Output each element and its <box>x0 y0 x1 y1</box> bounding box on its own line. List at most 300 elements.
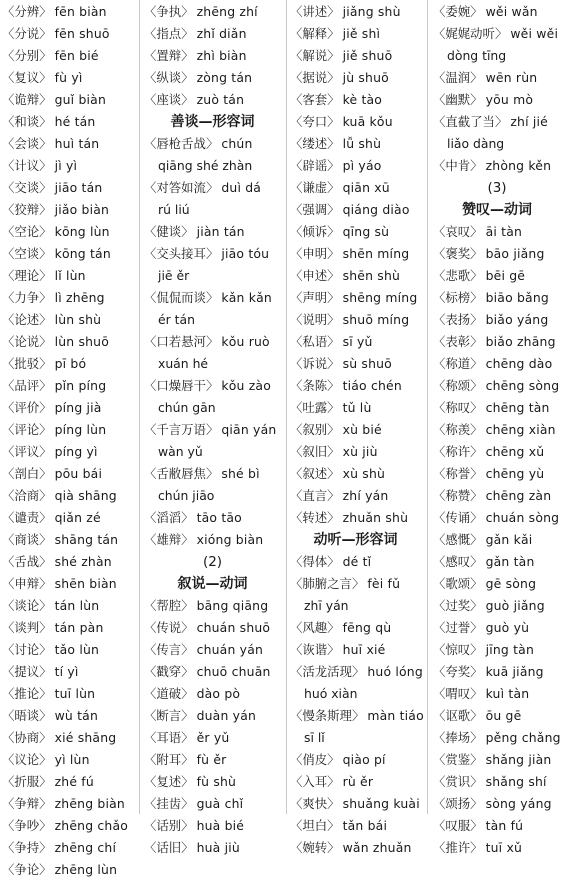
entry-word: 〈俏皮〉 <box>290 752 340 767</box>
dictionary-entry <box>433 683 561 705</box>
entry-word: 〈争论〉 <box>2 862 52 877</box>
dictionary-entry <box>433 837 561 859</box>
dictionary-entry <box>144 617 281 639</box>
dictionary-entry <box>433 749 561 771</box>
entry-word: 〈折服〉 <box>2 774 52 789</box>
dictionary-entry <box>2 67 136 89</box>
entry-word: 〈得体〉 <box>290 554 340 569</box>
entry-pinyin: píng jià <box>54 400 102 415</box>
entry-word: 〈说明〉 <box>290 312 340 327</box>
entry-word: 〈强调〉 <box>290 202 340 217</box>
entry-pinyin: shāng tán <box>54 532 119 547</box>
entry-pinyin: kōng tán <box>54 246 111 261</box>
entry-word: 〈指点〉 <box>144 26 194 41</box>
dictionary-entry <box>290 23 421 45</box>
dictionary-entry <box>144 727 281 749</box>
entry-pinyin: jīng tàn <box>485 642 535 657</box>
entry-word: 〈称羡〉 <box>433 422 483 437</box>
entry-pinyin: jiāo tán <box>54 180 103 195</box>
entry-pinyin: zhēng zhí <box>196 4 258 19</box>
section-heading: 善谈—形容词 <box>170 114 255 130</box>
entry-pinyin: wǎn zhuǎn <box>342 840 412 855</box>
entry-pinyin: tǔ lù <box>342 400 372 415</box>
entry-word: 〈争持〉 <box>2 840 52 855</box>
entry-pinyin: shé bì <box>221 466 260 481</box>
entry-word: 〈诉说〉 <box>290 356 340 371</box>
entry-word: 〈称道〉 <box>433 356 483 371</box>
entry-pinyin: pěng chǎng <box>485 730 561 745</box>
entry-pinyin: zòng tán <box>196 70 253 85</box>
entry-pinyin: jù shuō <box>342 70 389 85</box>
dictionary-entry <box>144 793 281 815</box>
entry-pinyin: zhí jié <box>510 114 548 129</box>
dictionary-entry <box>2 815 136 837</box>
entry-pinyin: fù ěr <box>196 752 227 767</box>
entry-pinyin: rù ěr <box>342 774 374 789</box>
entry-pinyin: kōng lùn <box>54 224 110 239</box>
entry-pinyin: xù jiù <box>342 444 378 459</box>
dictionary-entry <box>2 23 136 45</box>
entry-word: 〈挂齿〉 <box>144 796 194 811</box>
entry-word: 〈叙述〉 <box>290 466 340 481</box>
entry-word: 〈提议〉 <box>2 664 52 679</box>
entry-pinyin-continuation: dòng tīng <box>447 48 507 63</box>
entry-pinyin: chēng xiàn <box>485 422 556 437</box>
entry-pinyin: fēng qù <box>342 620 392 635</box>
entry-word: 〈赏鉴〉 <box>433 752 483 767</box>
entry-pinyin: qiào pí <box>342 752 386 767</box>
entry-pinyin: yì lùn <box>54 752 90 767</box>
entry-word: 〈据说〉 <box>290 70 340 85</box>
dictionary-entry <box>290 177 421 199</box>
dictionary-entry <box>144 177 281 199</box>
dictionary-entry <box>433 23 561 45</box>
entry-word: 〈坦白〉 <box>290 818 340 833</box>
entry-word: 〈诙谐〉 <box>290 642 340 657</box>
dictionary-entry <box>433 573 561 595</box>
entry-word: 〈耳语〉 <box>144 730 194 745</box>
entry-pinyin: qiáng diào <box>342 202 410 217</box>
entry-pinyin: biāo bǎng <box>485 290 549 305</box>
entry-word: 〈申述〉 <box>290 268 340 283</box>
column-divider <box>427 0 428 814</box>
entry-word: 〈谦虚〉 <box>290 180 340 195</box>
dictionary-entry <box>144 419 281 441</box>
entry-word: 〈复述〉 <box>144 774 194 789</box>
entry-word: 〈叹服〉 <box>433 818 483 833</box>
entry-pinyin: fù yì <box>54 70 83 85</box>
entry-pinyin: jiāo tóu <box>221 246 270 261</box>
dictionary-entry <box>2 133 136 155</box>
entry-word: 〈喟叹〉 <box>433 686 483 701</box>
entry-word: 〈分别〉 <box>2 48 52 63</box>
entry-pinyin: shé zhàn <box>54 554 112 569</box>
section-heading: 叙说—动词 <box>177 576 248 592</box>
entry-word: 〈转述〉 <box>290 510 340 525</box>
entry-word: 〈复议〉 <box>2 70 52 85</box>
entry-pinyin: qiǎn zé <box>54 510 101 525</box>
dictionary-entry <box>433 595 561 617</box>
entry-pinyin-continuation: xuán hé <box>158 356 209 371</box>
entry-pinyin: kuā kǒu <box>342 114 393 129</box>
dictionary-entry <box>2 485 136 507</box>
dictionary-entry <box>2 793 136 815</box>
entry-word: 〈滔滔〉 <box>144 510 194 525</box>
dictionary-entry <box>2 331 136 353</box>
entry-word: 〈批驳〉 <box>2 356 52 371</box>
dictionary-entry <box>433 661 561 683</box>
dictionary-entry <box>433 287 561 309</box>
dictionary-entry <box>2 529 136 551</box>
entry-word: 〈纵谈〉 <box>144 70 194 85</box>
entry-word: 〈商谈〉 <box>2 532 52 547</box>
dictionary-entry <box>433 441 561 463</box>
entry-word: 〈争辩〉 <box>2 796 52 811</box>
entry-pinyin: kuā jiǎng <box>485 664 544 679</box>
entry-pinyin: chuán sòng <box>485 510 560 525</box>
entry-word: 〈帮腔〉 <box>144 598 194 613</box>
entry-pinyin: bēi gē <box>485 268 526 283</box>
entry-pinyin: gǎn kǎi <box>485 532 533 547</box>
entry-word: 〈直言〉 <box>290 488 340 503</box>
entry-pinyin: wù tán <box>54 708 98 723</box>
dictionary-entry <box>290 485 421 507</box>
dictionary-entry <box>2 727 136 749</box>
entry-word: 〈论述〉 <box>2 312 52 327</box>
dictionary-entry <box>2 89 136 111</box>
entry-pinyin: huī xié <box>342 642 386 657</box>
entry-pinyin: píng lùn <box>54 422 107 437</box>
entry-word: 〈入耳〉 <box>290 774 340 789</box>
entry-word: 〈颂扬〉 <box>433 796 483 811</box>
entry-pinyin: guà chǐ <box>196 796 244 811</box>
entry-pinyin: jiě shuō <box>342 48 393 63</box>
entry-pinyin: dé tǐ <box>342 554 372 569</box>
entry-pinyin: jiàn tán <box>196 224 245 239</box>
entry-pinyin: dào pò <box>196 686 241 701</box>
entry-pinyin: duàn yán <box>196 708 257 723</box>
dictionary-entry <box>290 309 421 331</box>
dictionary-entry <box>2 397 136 419</box>
entry-pinyin: sòng yáng <box>485 796 552 811</box>
entry-word: 〈谈判〉 <box>2 620 52 635</box>
entry-pinyin-continuation: qiāng shé zhàn <box>158 158 253 173</box>
dictionary-entry <box>433 331 561 353</box>
dictionary-entry <box>433 397 561 419</box>
entry-word: 〈口燥唇干〉 <box>144 378 219 393</box>
dictionary-entry <box>290 111 421 133</box>
entry-pinyin: shuō míng <box>342 312 410 327</box>
dictionary-entry <box>290 617 421 639</box>
entry-word: 〈称许〉 <box>433 444 483 459</box>
dictionary-entry <box>290 155 421 177</box>
dictionary-entry <box>290 639 421 661</box>
entry-pinyin: guǐ biàn <box>54 92 107 107</box>
entry-pinyin: gǎn tàn <box>485 554 535 569</box>
entry-word: 〈标榜〉 <box>433 290 483 305</box>
entry-word: 〈空谈〉 <box>2 246 52 261</box>
entry-word: 〈解释〉 <box>290 26 340 41</box>
entry-pinyin: guò jiǎng <box>485 598 545 613</box>
entry-pinyin: biǎo yáng <box>485 312 549 327</box>
dictionary-entry <box>144 661 281 683</box>
dictionary-entry <box>144 45 281 67</box>
dictionary-entry <box>290 837 421 859</box>
dictionary-entry <box>433 793 561 815</box>
dictionary-entry <box>433 155 561 177</box>
entry-word: 〈话旧〉 <box>144 840 194 855</box>
entry-word: 〈谈论〉 <box>2 598 52 613</box>
entry-word: 〈申明〉 <box>290 246 340 261</box>
dictionary-entry <box>433 353 561 375</box>
dictionary-entry <box>2 111 136 133</box>
dictionary-entry <box>144 331 281 353</box>
entry-pinyin: lùn shù <box>54 312 102 327</box>
dictionary-entry <box>433 67 561 89</box>
dictionary-entry <box>290 133 421 155</box>
entry-word: 〈惊叹〉 <box>433 642 483 657</box>
entry-pinyin: pǐn píng <box>54 378 107 393</box>
entry-word: 〈健谈〉 <box>144 224 194 239</box>
entry-word: 〈委婉〉 <box>433 4 483 19</box>
entry-pinyin: bāng qiāng <box>196 598 269 613</box>
entry-pinyin: shuǎng kuài <box>342 796 420 811</box>
entry-word: 〈悲歌〉 <box>433 268 483 283</box>
dictionary-entry <box>290 507 421 529</box>
entry-pinyin: bāo jiǎng <box>485 246 545 261</box>
entry-pinyin: ōu gē <box>485 708 522 723</box>
entry-pinyin: zuò tán <box>196 92 245 107</box>
entry-pinyin: zhēng chǎo <box>54 818 129 833</box>
dictionary-entry <box>433 111 561 133</box>
entry-word: 〈狡辩〉 <box>2 202 52 217</box>
entry-pinyin: kuì tàn <box>485 686 530 701</box>
entry-pinyin-continuation: liǎo dàng <box>447 136 505 151</box>
entry-word: 〈直截了当〉 <box>433 114 508 129</box>
entry-word: 〈附耳〉 <box>144 752 194 767</box>
entry-word: 〈推许〉 <box>433 840 483 855</box>
entry-pinyin: tán pàn <box>54 620 104 635</box>
entry-pinyin: chēng dào <box>485 356 553 371</box>
dictionary-entry <box>433 265 561 287</box>
entry-word: 〈争执〉 <box>144 4 194 19</box>
dictionary-entry <box>433 551 561 573</box>
dictionary-entry <box>144 375 281 397</box>
entry-word: 〈诡辩〉 <box>2 92 52 107</box>
dictionary-entry <box>144 1 281 23</box>
entry-pinyin: tuī xǔ <box>485 840 523 855</box>
column-1 <box>2 0 136 877</box>
entry-pinyin: sù shuō <box>342 356 392 371</box>
entry-word: 〈称叹〉 <box>433 400 483 415</box>
entry-pinyin: shēng míng <box>342 290 418 305</box>
entry-pinyin: tàn fú <box>485 818 524 833</box>
entry-pinyin: chuō chuān <box>196 664 271 679</box>
entry-word: 〈声明〉 <box>290 290 340 305</box>
entry-word: 〈理论〉 <box>2 268 52 283</box>
dictionary-entry <box>144 89 281 111</box>
entry-word: 〈会谈〉 <box>2 136 52 151</box>
entry-word: 〈传诵〉 <box>433 510 483 525</box>
entry-pinyin: lǐ lùn <box>54 268 86 283</box>
entry-pinyin: píng yì <box>54 444 98 459</box>
entry-word: 〈幽默〉 <box>433 92 483 107</box>
entry-pinyin: zhǐ diǎn <box>196 26 247 41</box>
entry-word: 〈侃侃而谈〉 <box>144 290 219 305</box>
dictionary-entry <box>144 639 281 661</box>
entry-word: 〈过誉〉 <box>433 620 483 635</box>
entry-word: 〈条陈〉 <box>290 378 340 393</box>
dictionary-entry <box>290 243 421 265</box>
entry-pinyin: qiān xū <box>342 180 390 195</box>
entry-pinyin-continuation: ér tán <box>158 312 195 327</box>
dictionary-entry <box>144 705 281 727</box>
entry-word: 〈评论〉 <box>2 422 52 437</box>
entry-pinyin: pì yáo <box>342 158 382 173</box>
entry-pinyin: biǎo zhāng <box>485 334 556 349</box>
dictionary-entry <box>2 749 136 771</box>
dictionary-entry <box>290 419 421 441</box>
entry-word: 〈戳穿〉 <box>144 664 194 679</box>
dictionary-entry <box>290 353 421 375</box>
dictionary-entry <box>290 661 421 683</box>
entry-word: 〈晤谈〉 <box>2 708 52 723</box>
entry-word: 〈分说〉 <box>2 26 52 41</box>
entry-pinyin-continuation: sī lǐ <box>304 730 325 745</box>
entry-pinyin: tí yì <box>54 664 79 679</box>
dictionary-entry <box>2 265 136 287</box>
dictionary-entry <box>433 639 561 661</box>
dictionary-entry <box>2 287 136 309</box>
dictionary-entry <box>433 463 561 485</box>
dictionary-entry <box>290 441 421 463</box>
entry-pinyin: pōu bái <box>54 466 103 481</box>
entry-word: 〈叙别〉 <box>290 422 340 437</box>
dictionary-entry <box>290 1 421 23</box>
dictionary-entry <box>144 23 281 45</box>
entry-word: 〈交头接耳〉 <box>144 246 219 261</box>
entry-pinyin: lì zhēng <box>54 290 105 305</box>
dictionary-entry <box>433 375 561 397</box>
entry-word: 〈娓娓动听〉 <box>433 26 508 41</box>
entry-word: 〈活龙活现〉 <box>290 664 365 679</box>
dictionary-entry <box>144 837 281 859</box>
entry-word: 〈称誉〉 <box>433 466 483 481</box>
entry-pinyin: shēn míng <box>342 246 410 261</box>
entry-word: 〈讨论〉 <box>2 642 52 657</box>
dictionary-entry <box>2 551 136 573</box>
entry-pinyin: tiáo chén <box>342 378 402 393</box>
dictionary-entry <box>2 683 136 705</box>
dictionary-entry <box>290 573 421 595</box>
entry-pinyin: jiě shì <box>342 26 381 41</box>
column-divider <box>286 0 287 814</box>
dictionary-entry <box>433 771 561 793</box>
entry-word: 〈谴责〉 <box>2 510 52 525</box>
entry-pinyin-continuation: chún gān <box>158 400 216 415</box>
entry-pinyin: qīng sù <box>342 224 390 239</box>
entry-word: 〈剖白〉 <box>2 466 52 481</box>
dictionary-entry <box>433 727 561 749</box>
dictionary-entry <box>2 463 136 485</box>
dictionary-entry <box>144 133 281 155</box>
dictionary-entry <box>290 793 421 815</box>
entry-pinyin-continuation: wàn yǔ <box>158 444 203 459</box>
entry-word: 〈表彰〉 <box>433 334 483 349</box>
dictionary-entry <box>144 771 281 793</box>
dictionary-entry <box>2 617 136 639</box>
dictionary-entry <box>144 67 281 89</box>
entry-pinyin: āi tàn <box>485 224 523 239</box>
dictionary-entry <box>144 221 281 243</box>
dictionary-entry <box>290 749 421 771</box>
entry-pinyin: huà bié <box>196 818 245 833</box>
entry-pinyin-continuation: huó xiàn <box>304 686 358 701</box>
entry-word: 〈断言〉 <box>144 708 194 723</box>
entry-word: 〈歌颂〉 <box>433 576 483 591</box>
dictionary-entry <box>144 529 281 551</box>
entry-pinyin: tāo tāo <box>196 510 242 525</box>
entry-pinyin: zhēng biàn <box>54 796 125 811</box>
entry-pinyin: tán lùn <box>54 598 100 613</box>
entry-word: 〈雄辩〉 <box>144 532 194 547</box>
entry-word: 〈解说〉 <box>290 48 340 63</box>
entry-pinyin: fēn biàn <box>54 4 107 19</box>
entry-pinyin: zhēng chí <box>54 840 117 855</box>
entry-pinyin: chún <box>221 136 253 151</box>
dictionary-entry <box>2 859 136 881</box>
entry-pinyin: tǎo lùn <box>54 642 100 657</box>
entry-pinyin: xióng biàn <box>196 532 264 547</box>
entry-pinyin: qià shāng <box>54 488 117 503</box>
entry-word: 〈哀叹〉 <box>433 224 483 239</box>
entry-word: 〈论说〉 <box>2 334 52 349</box>
entry-pinyin: chuán shuō <box>196 620 271 635</box>
dictionary-entry <box>2 199 136 221</box>
dictionary-entry <box>433 221 561 243</box>
dictionary-entry <box>290 397 421 419</box>
entry-word: 〈舌敝唇焦〉 <box>144 466 219 481</box>
dictionary-entry <box>290 705 424 727</box>
entry-word: 〈对答如流〉 <box>144 180 219 195</box>
dictionary-entry <box>2 353 136 375</box>
dictionary-entry <box>290 89 421 111</box>
entry-word: 〈慢条斯理〉 <box>290 708 365 723</box>
entry-pinyin-continuation: zhī yán <box>304 598 349 613</box>
entry-pinyin: hé tán <box>54 114 96 129</box>
dictionary-entry <box>433 705 561 727</box>
dictionary-entry <box>2 243 136 265</box>
entry-word: 〈话别〉 <box>144 818 194 833</box>
entry-word: 〈申辩〉 <box>2 576 52 591</box>
dictionary-entry <box>144 463 281 485</box>
entry-pinyin: zhuǎn shù <box>342 510 409 525</box>
entry-pinyin: màn tiáo <box>367 708 424 723</box>
entry-pinyin: xù bié <box>342 422 382 437</box>
entry-pinyin: shēn biàn <box>54 576 117 591</box>
dictionary-entry <box>290 45 421 67</box>
dictionary-entry <box>290 463 421 485</box>
entry-word: 〈过奖〉 <box>433 598 483 613</box>
entry-word: 〈评价〉 <box>2 400 52 415</box>
entry-word: 〈千言万语〉 <box>144 422 219 437</box>
entry-pinyin: tǎn bái <box>342 818 388 833</box>
dictionary-entry <box>433 507 561 529</box>
entry-word: 〈倾诉〉 <box>290 224 340 239</box>
entry-pinyin: shēn shù <box>342 268 401 283</box>
entry-word: 〈置辩〉 <box>144 48 194 63</box>
dictionary-entry <box>2 639 136 661</box>
